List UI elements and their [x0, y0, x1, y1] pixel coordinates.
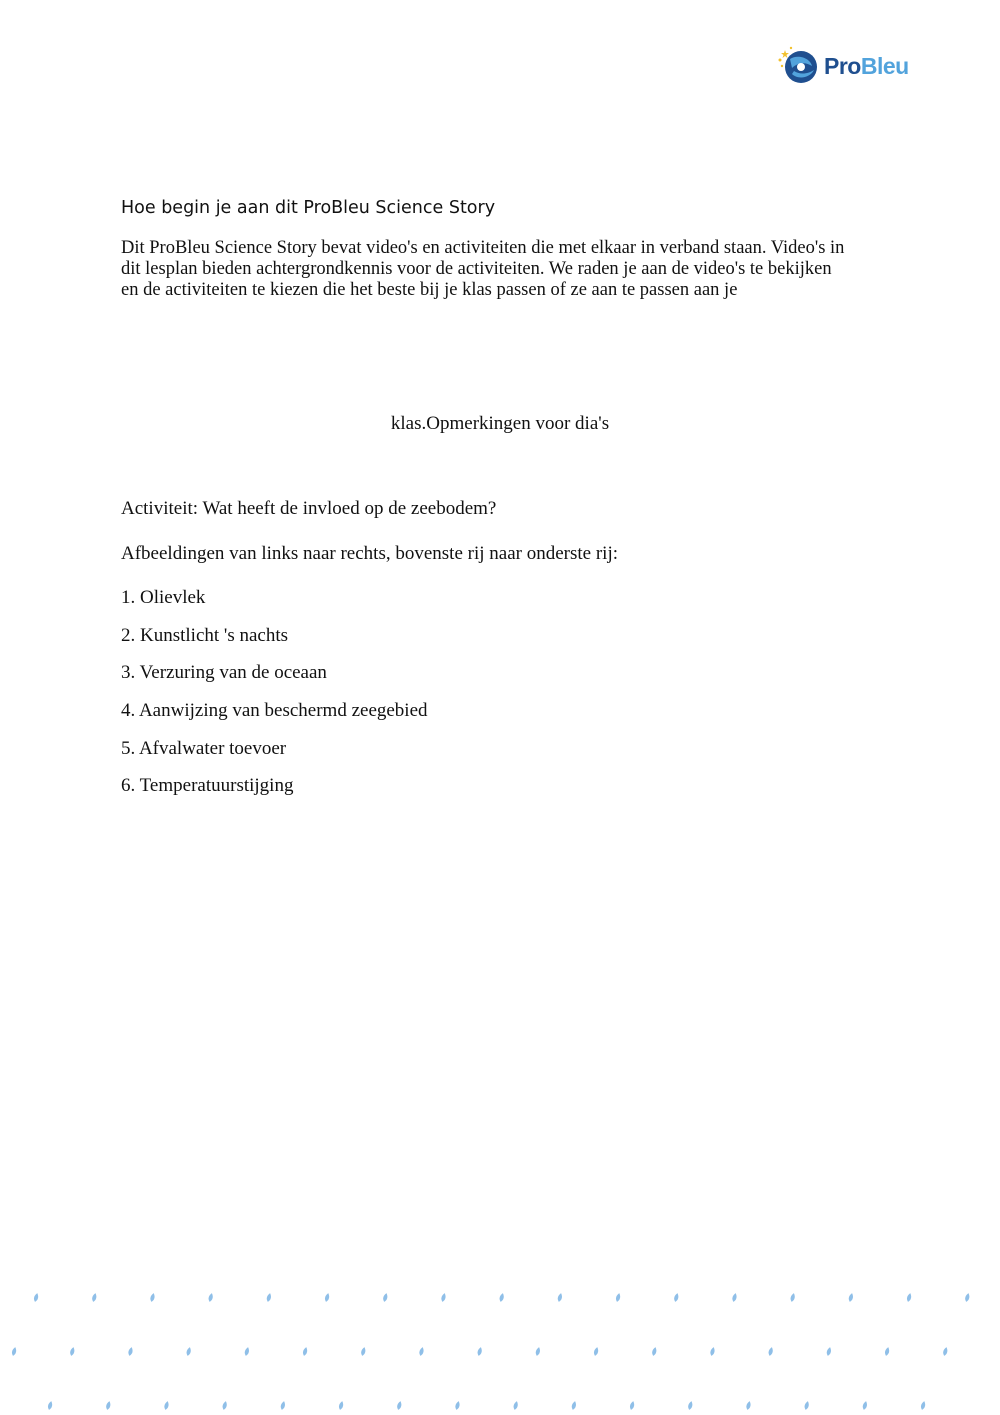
droplet-icon: [862, 1401, 868, 1411]
droplet-icon: [396, 1401, 402, 1411]
droplet-icon: [127, 1347, 133, 1357]
droplet-icon: [91, 1293, 97, 1303]
droplet-icon: [651, 1347, 657, 1357]
logo-text-bleu: Bleu: [860, 52, 909, 79]
logo-text-pro: Pro: [824, 52, 861, 79]
droplet-icon: [302, 1347, 308, 1357]
list-item: 1. Olievlek: [121, 587, 206, 608]
droplet-icon: [418, 1347, 424, 1357]
droplet-icon: [244, 1347, 250, 1357]
droplet-icon: [513, 1401, 519, 1411]
droplet-icon: [593, 1347, 599, 1357]
droplet-icon: [105, 1401, 111, 1411]
logo-wordmark: [824, 53, 909, 80]
droplet-icon: [382, 1293, 388, 1303]
droplet-icon: [790, 1293, 796, 1303]
droplet-icon: [535, 1347, 541, 1357]
droplet-icon: [964, 1293, 970, 1303]
droplet-icon: [163, 1401, 169, 1411]
droplet-icon: [222, 1401, 228, 1411]
droplet-icon: [745, 1401, 751, 1411]
droplet-icon: [571, 1401, 577, 1411]
droplet-icon: [208, 1293, 214, 1303]
droplet-icon: [942, 1347, 948, 1357]
droplet-icon: [768, 1347, 774, 1357]
droplet-icon: [324, 1293, 330, 1303]
droplet-icon: [615, 1293, 621, 1303]
list-item: 2. Kunstlicht 's nachts: [121, 624, 289, 646]
droplet-icon: [804, 1401, 810, 1411]
droplet-icon: [440, 1293, 446, 1303]
list-item: 5. Afvalwater toevoer: [121, 737, 287, 759]
droplet-icon: [11, 1347, 17, 1357]
image-list: [121, 587, 428, 813]
page-heading: Hoe begin je aan dit ProBleu Science Story: [121, 198, 496, 218]
droplet-icon: [280, 1401, 286, 1411]
droplet-icon: [687, 1401, 693, 1411]
droplet-icon: [186, 1347, 192, 1357]
droplet-icon: [848, 1293, 854, 1303]
droplet-icon: [629, 1401, 635, 1411]
probleu-logo: [776, 44, 926, 88]
droplet-icon: [477, 1347, 483, 1357]
droplet-icon: [826, 1347, 832, 1357]
intro-paragraph: Dit ProBleu Science Story bevat video's en activiteiten die met elkaar in verband staan. Video's in dit lesplan bieden achtergrondkennis voor de activiteiten. We raden je aan de video's te bekijken en de activiteiten te kiezen die het beste bij je klas passen of ze aan te passen aan je: [121, 238, 845, 300]
droplet-icon: [557, 1293, 563, 1303]
droplet-icon: [360, 1347, 366, 1357]
droplet-icon: [338, 1401, 344, 1411]
centered-line: klas.Opmerkingen voor dia's: [390, 413, 610, 434]
droplet-icon: [884, 1347, 890, 1357]
droplet-icon: [266, 1293, 272, 1303]
droplet-pattern: [0, 1280, 1000, 1415]
list-item: 6. Temperatuurstijging: [121, 775, 294, 797]
droplet-icon: [47, 1401, 53, 1411]
droplet-icon: [920, 1401, 926, 1411]
droplet-icon: [33, 1293, 39, 1303]
activity-title: Activiteit: Wat heeft de invloed op de zeebodem?: [121, 498, 497, 519]
droplet-icon: [454, 1401, 460, 1411]
droplet-icon: [731, 1293, 737, 1303]
list-item: 4. Aanwijzing van beschermd zeegebied: [121, 700, 428, 722]
probleu-logo-icon: [776, 44, 820, 88]
droplet-icon: [499, 1293, 505, 1303]
list-item: 3. Verzuring van de oceaan: [121, 662, 327, 684]
images-intro: Afbeeldingen van links naar rechts, bovenste rij naar onderste rij:: [121, 543, 618, 564]
droplet-icon: [69, 1347, 75, 1357]
droplet-icon: [906, 1293, 912, 1303]
droplet-icon: [709, 1347, 715, 1357]
droplet-icon: [149, 1293, 155, 1303]
droplet-icon: [673, 1293, 679, 1303]
